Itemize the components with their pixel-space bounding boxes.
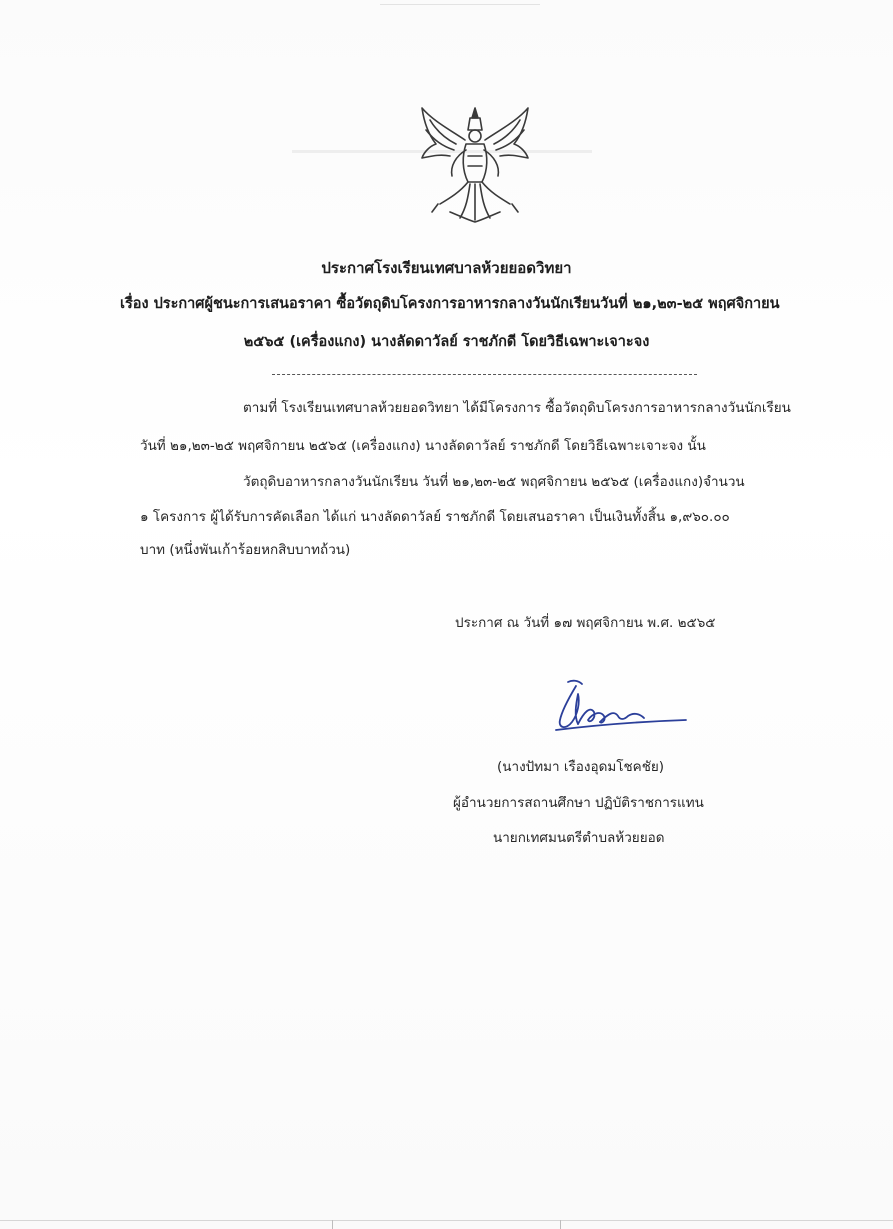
scan-artifact-top [380,4,540,5]
signatory-name: (นางปัทมา เรืองอุดมโชคชัย) [497,759,665,775]
header-divider [272,374,697,375]
announce-date: ประกาศ ณ วันที่ ๑๗ พฤศจิกายน พ.ศ. ๒๕๖๕ [455,615,716,631]
handwritten-signature [548,676,698,746]
garuda-emblem-icon [410,100,540,230]
document-title: ประกาศโรงเรียนเทศบาลห้วยยอดวิทยา [321,259,572,277]
signatory-title-1: ผู้อำนวยการสถานศึกษา ปฏิบัติราชการแทน [453,795,704,811]
body-line-1: ตามที่ โรงเรียนเทศบาลห้วยยอดวิทยา ได้มีโครงการ ซื้อวัตถุดิบโครงการอาหารกลางวันนักเรียน [243,400,791,416]
scan-bottom-edge [0,1220,893,1229]
subject-line-2: ๒๕๖๕ (เครื่องแกง) นางลัดดาวัลย์ ราชภักดี โดยวิธีเฉพาะเจาะจง [243,334,650,350]
scan-bottom-tick-1 [332,1220,333,1229]
scan-bottom-tick-2 [560,1220,561,1229]
body-line-2: วันที่ ๒๑,๒๓-๒๕ พฤศจิกายน ๒๕๖๕ (เครื่องแกง) นางลัดดาวัลย์ ราชภักดี โดยวิธีเฉพาะเจาะจง นั้น [140,438,706,454]
body-line-5: บาท (หนึ่งพันเก้าร้อยหกสิบบาทถ้วน) [140,542,351,558]
subject-line-1: เรื่อง ประกาศผู้ชนะการเสนอราคา ซื้อวัตถุดิบโครงการอาหารกลางวันนักเรียนวันที่ ๒๑,๒๓-๒๕ พฤศจิกายน [120,296,780,312]
body-line-3: วัตถุดิบอาหารกลางวันนักเรียน วันที่ ๒๑,๒๓-๒๕ พฤศจิกายน ๒๕๖๕ (เครื่องแกง)จำนวน [243,474,745,490]
body-line-4: ๑ โครงการ ผู้ได้รับการคัดเลือก ได้แก่ นางลัดดาวัลย์ ราชภักดี โดยเสนอราคา เป็นเงินทั้งสิ้น ๑,๙๖๐.๐๐ [140,509,730,525]
signatory-title-2: นายกเทศมนตรีตำบลห้วยยอด [493,830,665,846]
